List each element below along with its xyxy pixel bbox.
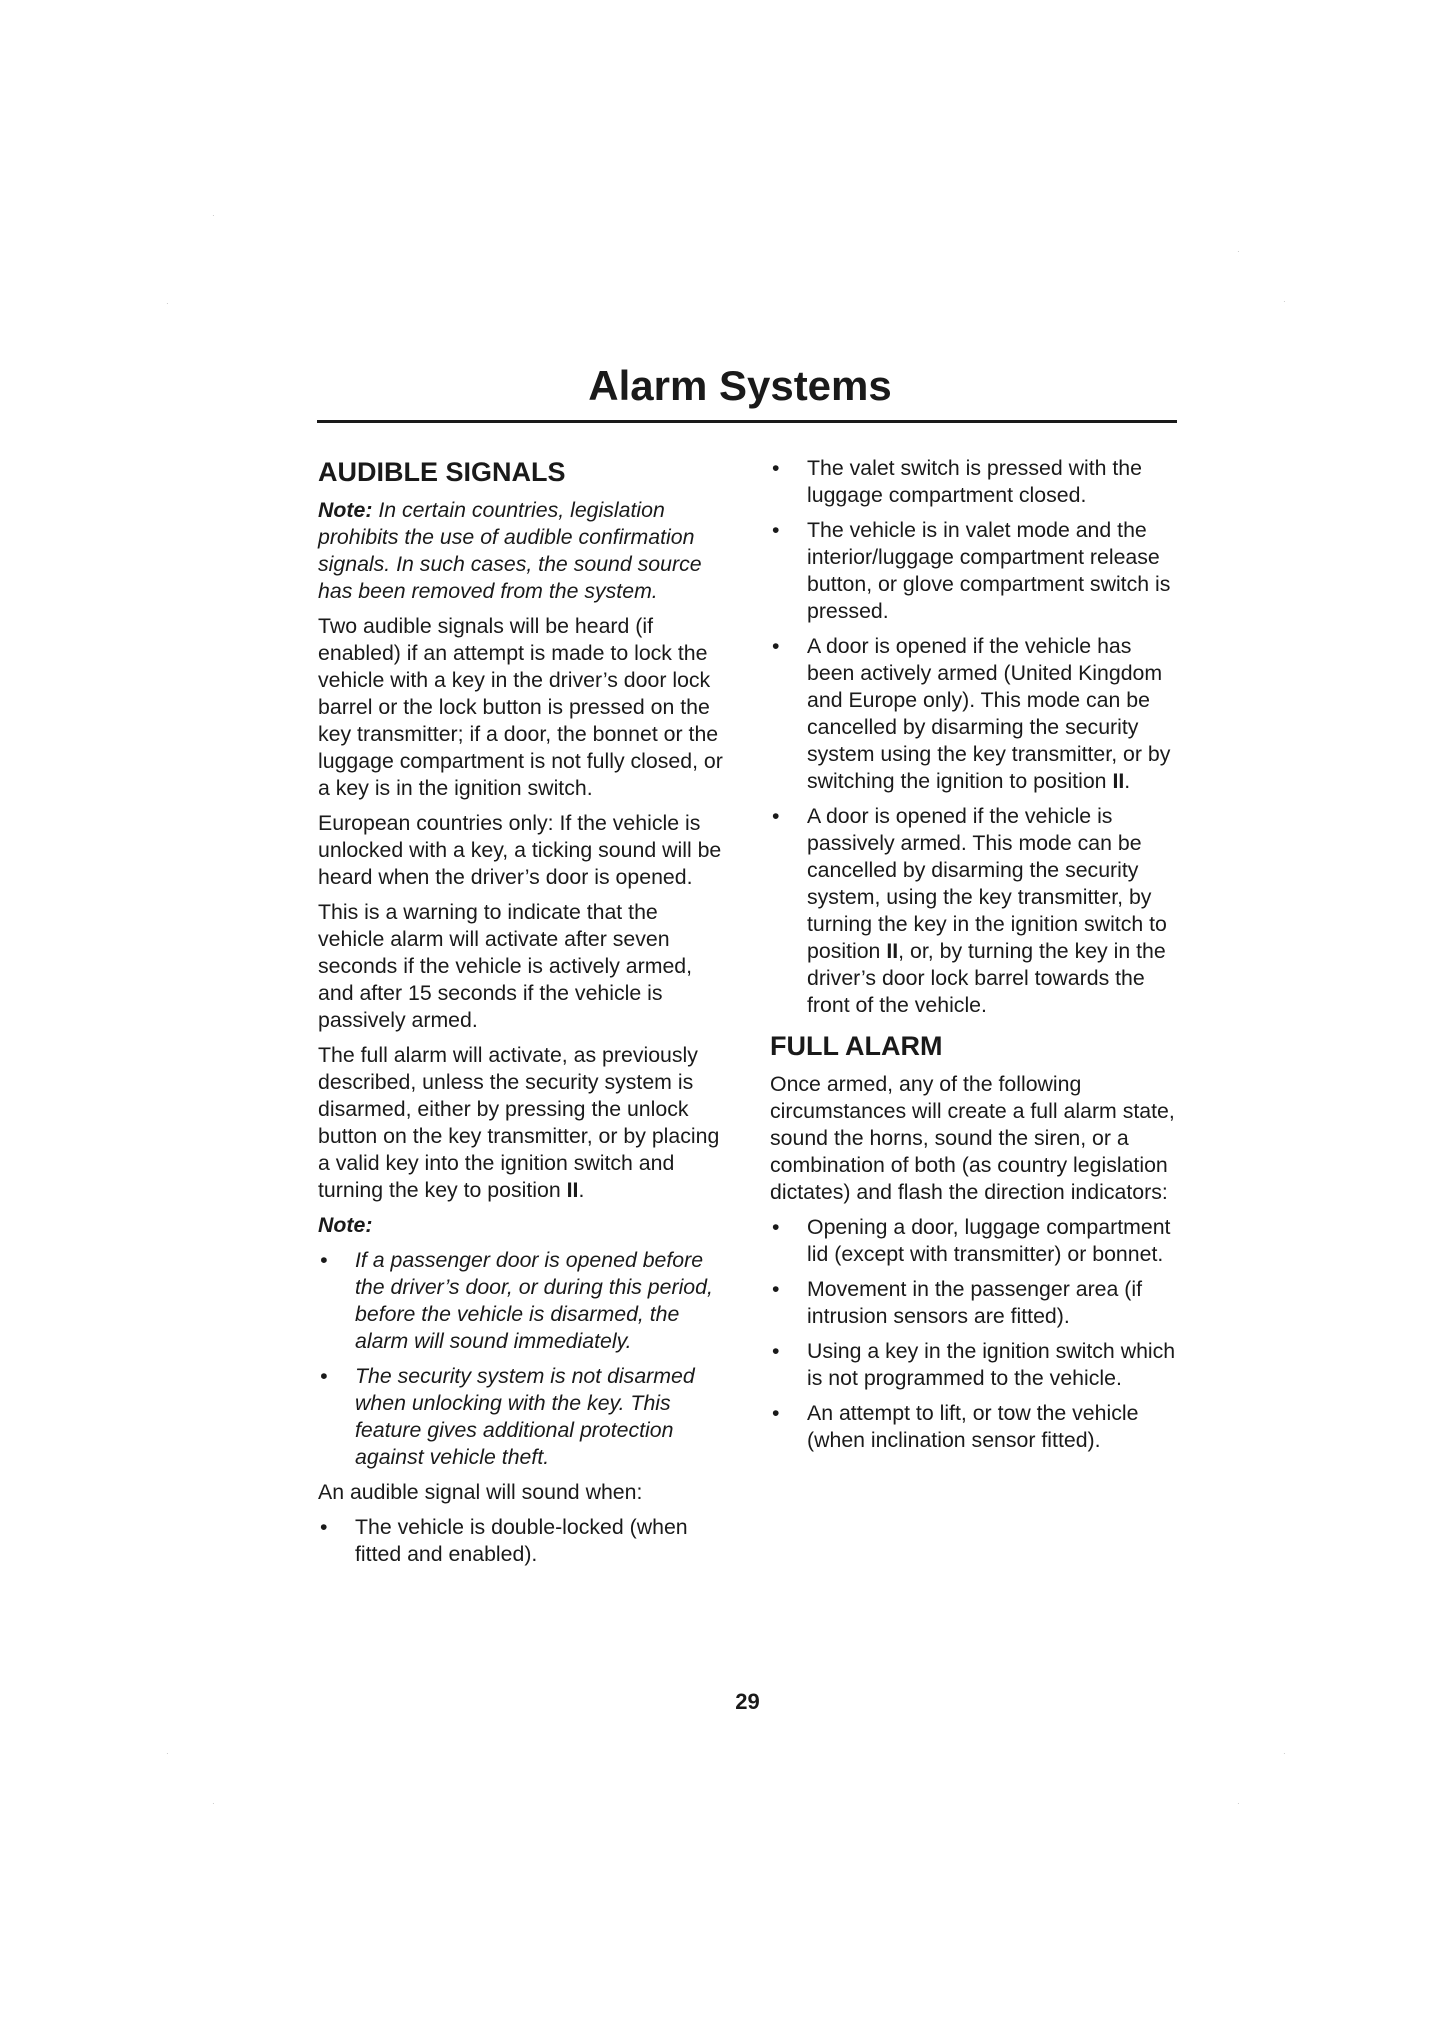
note-label: Note:	[318, 498, 373, 522]
list-item: • An attempt to lift, or tow the vehicle (when inclination sensor fitted).	[770, 1400, 1176, 1454]
list-item: • Opening a door, luggage compartment lid (except with transmitter) or bonnet.	[770, 1214, 1176, 1268]
bullet-list	[770, 455, 1176, 1019]
list-item: • If a passenger door is opened before the driver’s door, or during this period, before the vehicle is disarmed, the alarm will sound immediately.	[318, 1247, 724, 1355]
position-label: II	[566, 1178, 579, 1202]
list-item: • Using a key in the ignition switch which is not programmed to the vehicle.	[770, 1338, 1176, 1392]
paragraph: The full alarm will activate, as previously described, unless the security system is disarmed, either by pressing the unlock button on the key transmitter, or by placing a valid key into the ignition switch and turning the key to position II.	[318, 1043, 720, 1202]
page-title: Alarm Systems	[588, 362, 892, 409]
paragraph: Once armed, any of the following circumstances will create a full alarm state, sound the horns, sound the siren, or a combination of both (as country legislation dictates) and flash the direction indicators:	[770, 1072, 1175, 1204]
crop-mark: ·	[166, 1749, 169, 1758]
page-number: 29	[735, 1689, 760, 1714]
left-column	[318, 455, 724, 1576]
crop-mark: ·	[212, 1799, 215, 1808]
position-label: II	[886, 939, 899, 963]
paragraph: An audible signal will sound when:	[318, 1480, 643, 1504]
list-item: • A door is opened if the vehicle is passively armed. This mode can be cancelled by disarming the security system, using the key transmitter, by turning the key in the ignition switch to position II, or, by turning the key in the driver’s door lock barrel towards the front of the vehicle.	[770, 803, 1176, 1019]
list-item: • Movement in the passenger area (if intrusion sensors are fitted).	[770, 1276, 1176, 1330]
paragraph: Two audible signals will be heard (if enabled) if an attempt is made to lock the vehicle with a key in the driver’s door lock barrel or the lock button is pressed on the key transmitter; if a door, the bonnet or the luggage compartment is not fully closed, or a key is in the ignition switch.	[318, 614, 723, 800]
crop-mark: ·	[166, 299, 169, 308]
paragraph: This is a warning to indicate that the vehicle alarm will activate after seven seconds if the vehicle is actively armed, and after 15 seconds if the vehicle is passively armed.	[318, 900, 693, 1032]
note-paragraph	[318, 497, 724, 605]
bullet-list	[318, 1514, 724, 1568]
list-item: • The vehicle is double-locked (when fitted and enabled).	[318, 1514, 724, 1568]
list-item: • A door is opened if the vehicle has been actively armed (United Kingdom and Europe only). This mode can be cancelled by disarming the security system using the key transmitter, or by switching the ignition to position II.	[770, 633, 1176, 795]
crop-mark: ·	[1237, 247, 1240, 256]
list-item: • The security system is not disarmed when unlocking with the key. This feature gives additional protection against vehicle theft.	[318, 1363, 724, 1471]
list-item: • The valet switch is pressed with the luggage compartment closed.	[770, 455, 1176, 509]
crop-mark: ·	[212, 211, 215, 220]
title-rule	[317, 420, 1177, 423]
crop-mark: ·	[1283, 297, 1286, 306]
paragraph: European countries only: If the vehicle is unlocked with a key, a ticking sound will be heard when the driver’s door is opened.	[318, 811, 722, 889]
note-label: Note:	[318, 1213, 373, 1237]
note-text: In certain countries, legislation prohibits the use of audible confirmation signals. In such cases, the sound source has been removed from the system.	[318, 498, 702, 603]
section-heading-audible-signals: AUDIBLE SIGNALS	[318, 457, 566, 487]
list-item: • The vehicle is in valet mode and the interior/luggage compartment release button, or glove compartment switch is pressed.	[770, 517, 1176, 625]
note-bullet-list	[318, 1247, 724, 1471]
bullet-list	[770, 1214, 1176, 1454]
position-label: II	[1112, 769, 1125, 793]
crop-mark: ·	[1283, 1749, 1286, 1758]
crop-mark: ·	[1237, 1799, 1240, 1808]
section-heading-full-alarm: FULL ALARM	[770, 1031, 943, 1061]
right-column	[770, 455, 1176, 1462]
